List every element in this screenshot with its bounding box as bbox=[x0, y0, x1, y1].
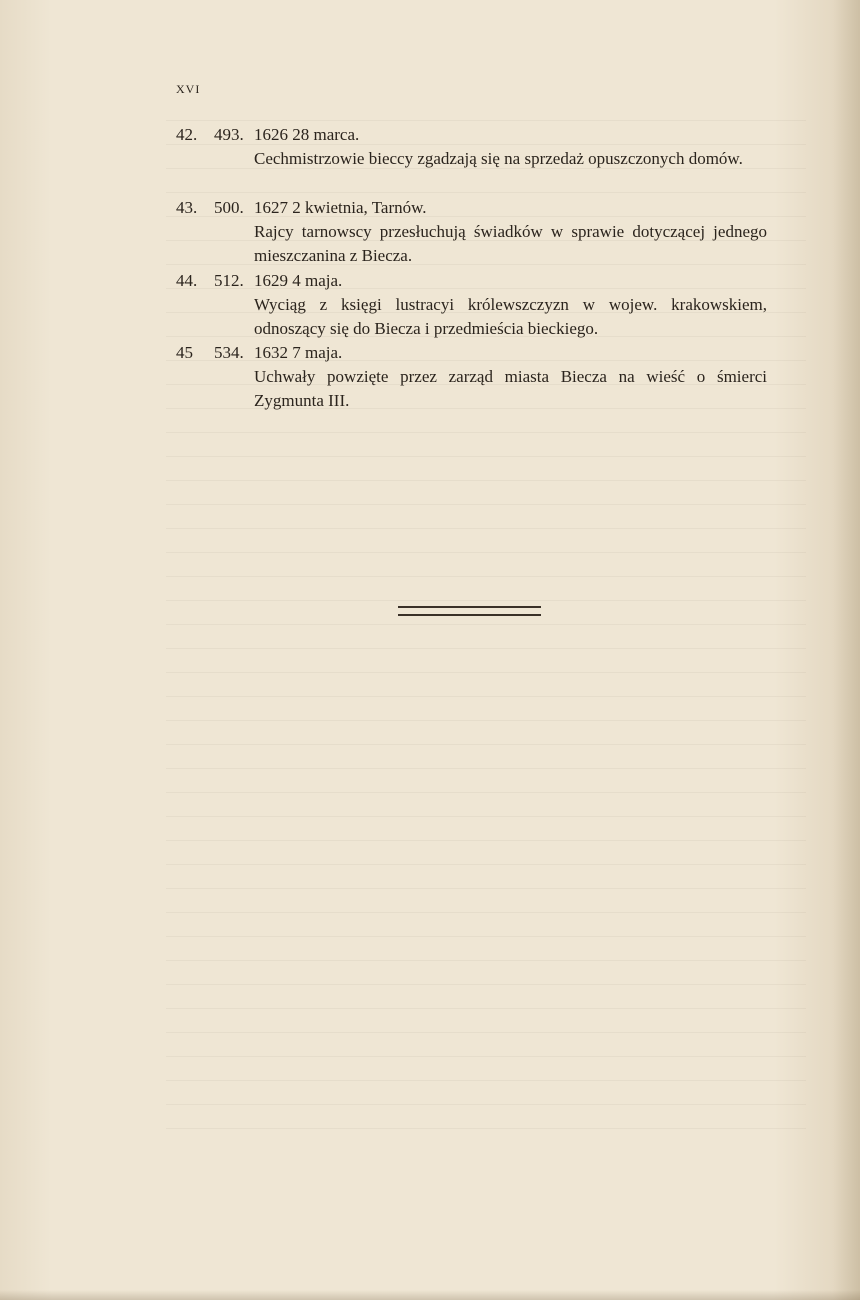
entry-text: Cechmistrzowie bieccy zgadzają się na sprzedaż opuszczonych domów. bbox=[254, 149, 743, 168]
entry-number: 45 bbox=[176, 343, 193, 362]
entry-header bbox=[176, 270, 776, 292]
entry-date: 1632 7 maja. bbox=[254, 343, 343, 362]
entry bbox=[176, 270, 776, 341]
entry bbox=[176, 197, 776, 268]
entry-text: Wyciąg z księgi lustracyi królewszczyzn w wojew. krakowskiem, odnoszący się do Biecza i przedmieścia bieckiego. bbox=[254, 295, 767, 338]
entry-number: 42. bbox=[176, 125, 198, 144]
entry-text: Uchwały powzięte przez zarząd miasta Biecza na wieść o śmierci Zygmunta III. bbox=[254, 367, 767, 410]
page-bottom-shadow bbox=[0, 1290, 860, 1300]
entry-header bbox=[176, 124, 776, 146]
entry-header bbox=[176, 342, 776, 364]
page-number: XVI bbox=[176, 82, 201, 96]
entry-date: 1629 4 maja. bbox=[254, 271, 343, 290]
entry-number: 43. bbox=[176, 198, 198, 217]
entry-reference: 493. bbox=[214, 125, 244, 144]
entry-reference: 512. bbox=[214, 271, 244, 290]
double-rule-divider bbox=[398, 606, 541, 616]
entry bbox=[176, 342, 776, 413]
entry-date: 1626 28 marca. bbox=[254, 125, 360, 144]
entry-number: 44. bbox=[176, 271, 198, 290]
entry bbox=[176, 124, 776, 171]
entry-reference: 500. bbox=[214, 198, 244, 217]
entry-text: Rajcy tarnowscy przesłuchują świadków w sprawie dotyczącej jednego mieszczanina z Biecza. bbox=[254, 222, 767, 265]
entry-reference: 534. bbox=[214, 343, 244, 362]
page-edge-shadow bbox=[832, 0, 860, 1300]
entry-date: 1627 2 kwietnia, Tarnów. bbox=[254, 198, 427, 217]
entry-header bbox=[176, 197, 776, 219]
